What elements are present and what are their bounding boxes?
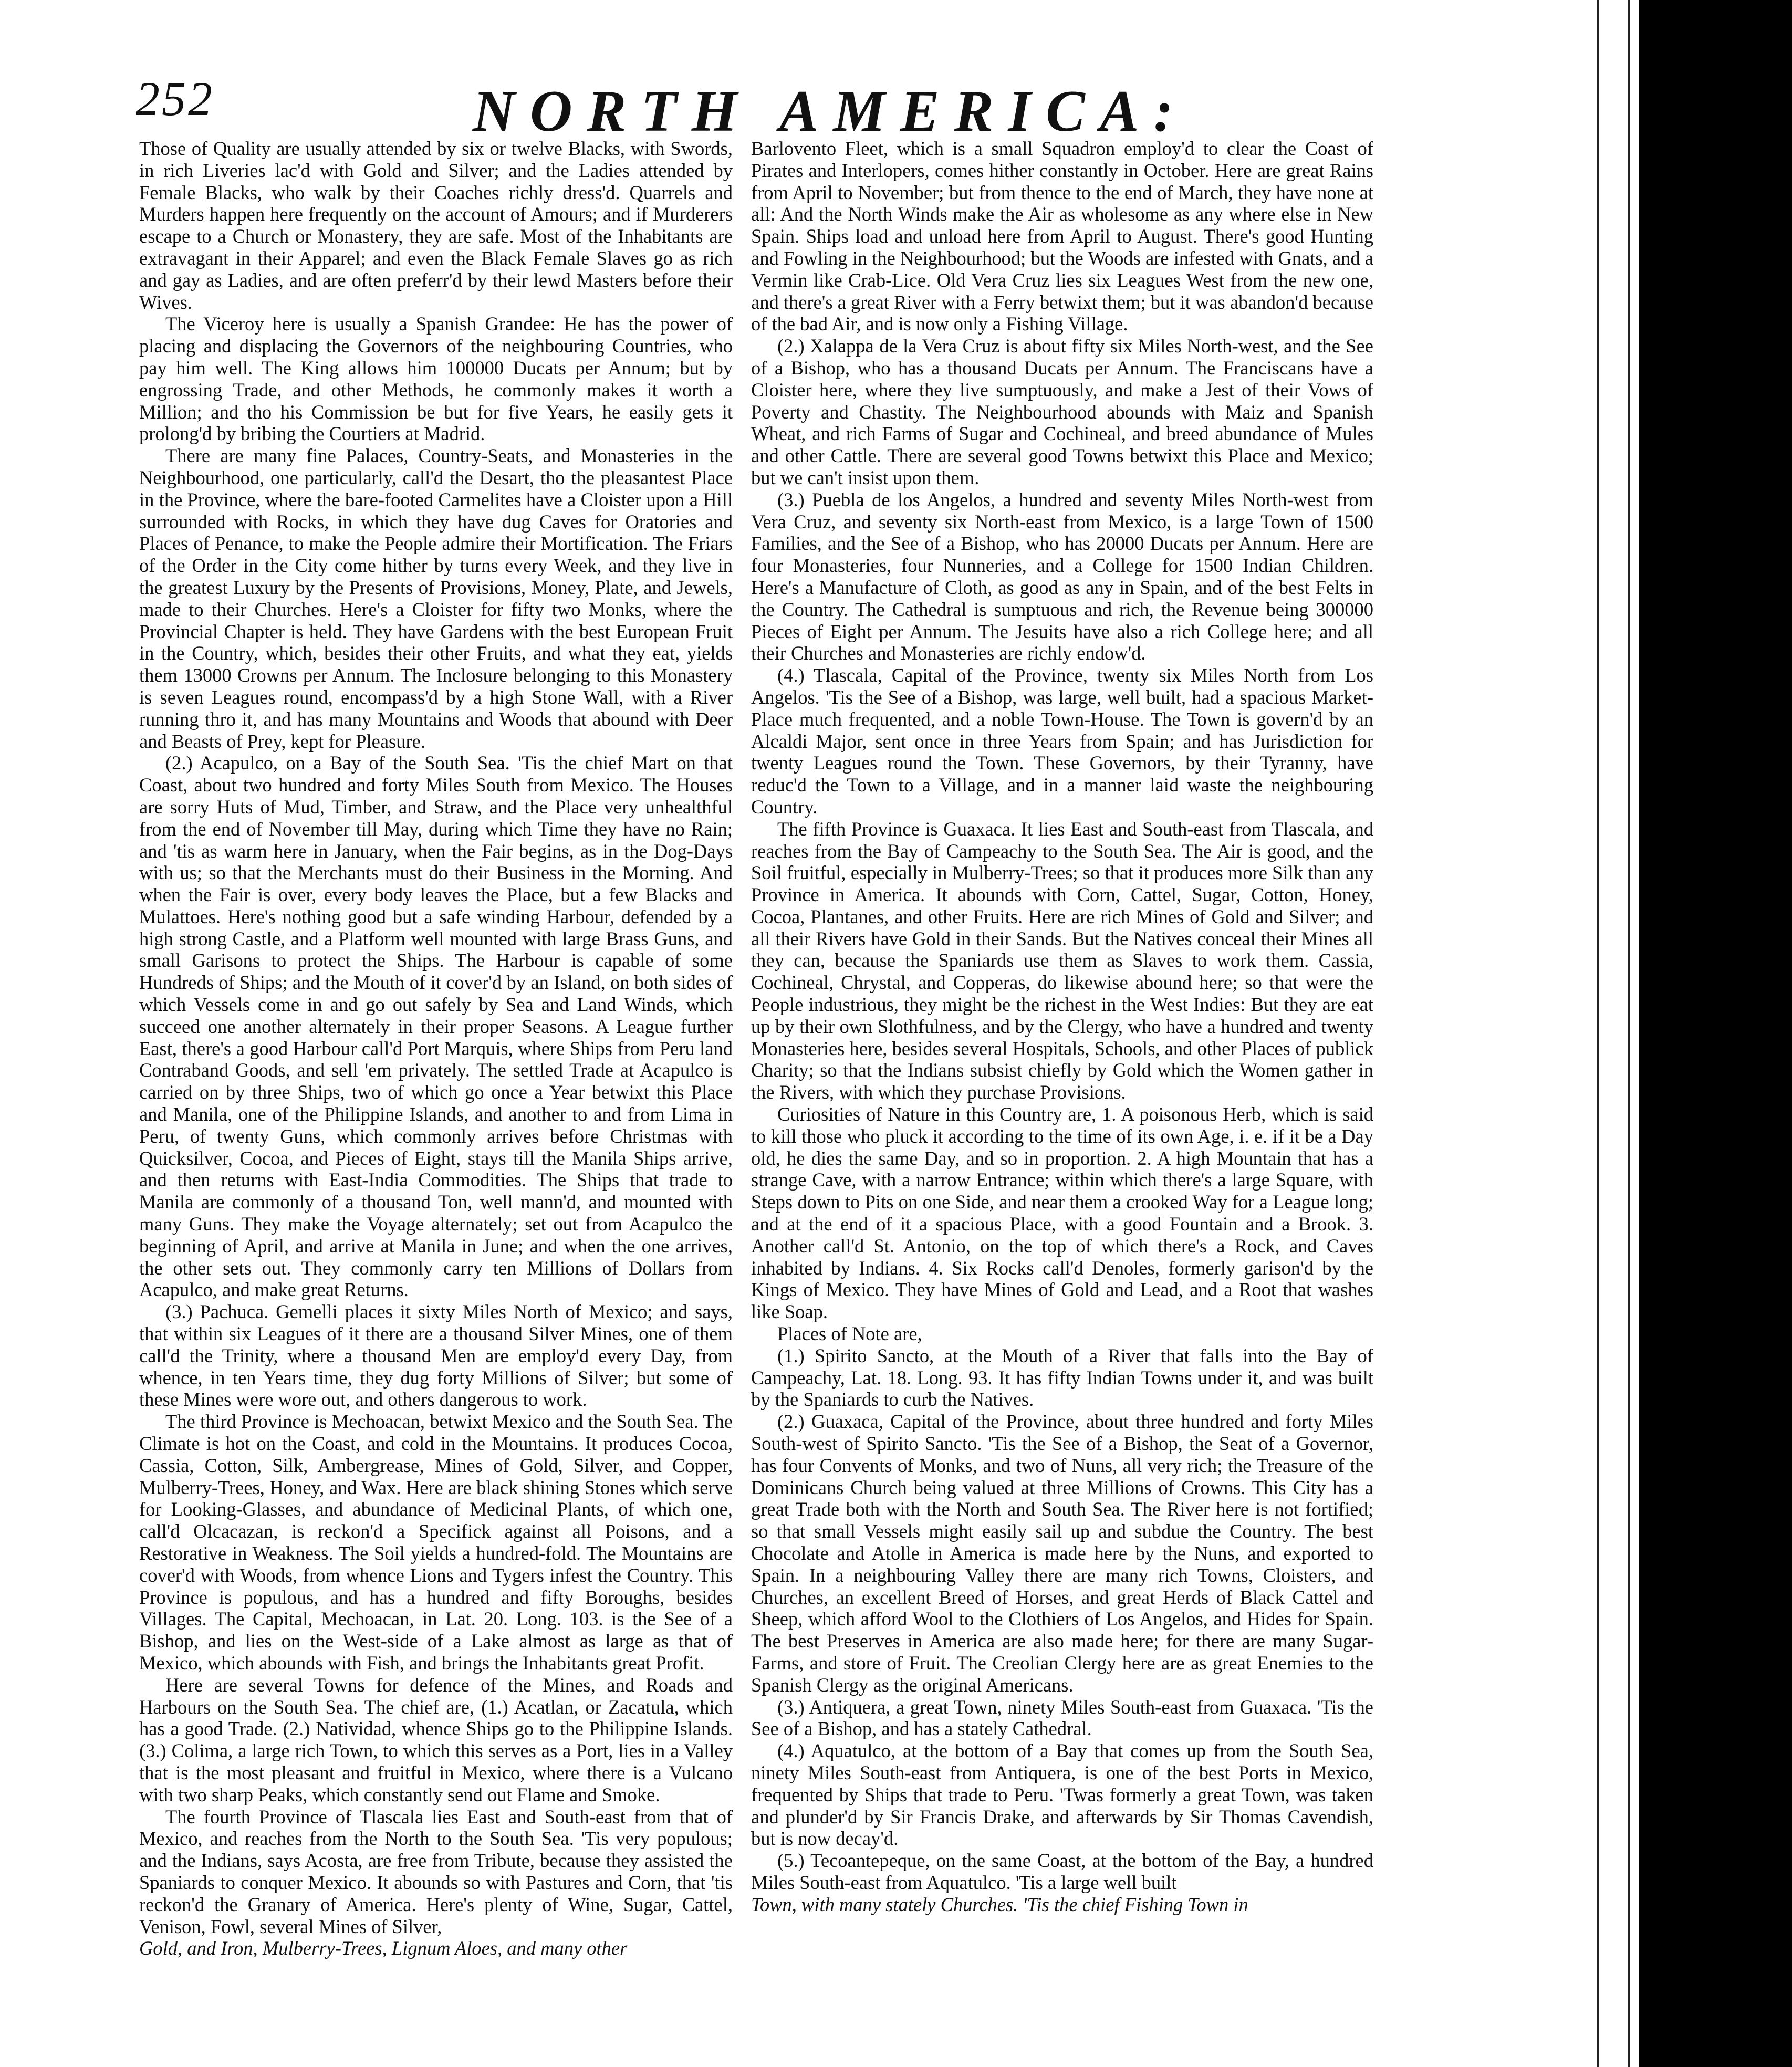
paragraph: (4.) Aquatulco, at the bottom of a Bay that comes up from the South Sea, ninety Miles South-east from Antiquera, is one of the best Ports in Mexico, frequented by Ships that trade to Peru. 'Twas formerly a great Town, was taken and plunder'd by Sir Francis Drake, and afterwards by Sir Thomas Cavendish, but is now decay'd. (751, 1740, 1373, 1850)
paragraph: (2.) Xalappa de la Vera Cruz is about fifty six Miles North-west, and the See of a Bishop, who has a thousand Ducats per Annum. The Franciscans have a Cloister here, where they live sumptuously, and make a Jest of their Vows of Poverty and Chastity. The Neighbourhood abounds with Maiz and Spanish Wheat, and rich Farms of Sugar and Cochineal, and breed abundance of Mules and other Cattle. There are several good Towns betwixt this Place and Mexico; but we can't insist upon them. (751, 335, 1373, 488)
left-text-column (139, 138, 733, 1959)
paragraph: (4.) Tlascala, Capital of the Province, twenty six Miles North from Los Angelos. 'Tis the See of a Bishop, was large, well built, had a spacious Market-Place much frequented, and a noble Town-House. The Town is govern'd by an Alcaldi Major, sent once in three Years from Spain; and has Jurisdiction for twenty Leagues round the Town. These Governors, by their Tyranny, have reduc'd the Town to a Village, and in a manner laid waste the neighbouring Country. (751, 664, 1373, 818)
paragraph: Barlovento Fleet, which is a small Squadron employ'd to clear the Coast of Pirates and Interlopers, comes hither constantly in October. Here are great Rains from April to November; but from thence to the end of March, they have none at all: And the North Winds make the Air as wholesome as any where else in New Spain. Ships load and unload here from April to August. There's good Hunting and Fowling in the Neighbourhood; but the Woods are infested with Gnats, and a Vermin like Crab-Lice. Old Vera Cruz lies six Leagues West from the new one, and there's a great River with a Ferry betwixt them; but it was abandon'd because of the bad Air, and is now only a Fishing Village. (751, 138, 1373, 335)
paragraph: The fourth Province of Tlascala lies East and South-east from that of Mexico, and reaches from the North to the South Sea. 'Tis very populous; and the Indians, says Acosta, are free from Tribute, because they assisted the Spaniards to conquer Mexico. It abounds so with Pastures and Corn, that 'tis reckon'd the Granary of America. Here's plenty of Wine, Sugar, Cattel, Venison, Fowl, several Mines of Silver, (139, 1805, 733, 1937)
paragraph: (3.) Puebla de los Angelos, a hundred and seventy Miles North-west from Vera Cruz, and seventy six North-east from Mexico, is a large Town of 1500 Families, and the See of a Bishop, who has 20000 Ducats per Annum. Here are four Monasteries, four Nunneries, and a College for 1500 Indian Children. Here's a Manufacture of Cloth, as good as any in Spain, and of the best Felts in the Country. The Cathedral is sumptuous and rich, the Revenue being 300000 Pieces of Eight per Annum. The Jesuits have also a rich College here; and all their Churches and Monasteries are richly endow'd. (751, 488, 1373, 664)
page-edge-line (1628, 0, 1630, 2067)
paragraph: (2.) Acapulco, on a Bay of the South Sea. 'Tis the chief Mart on that Coast, about two hundred and forty Miles South from Mexico. The Houses are sorry Huts of Mud, Timber, and Straw, and the Place very unhealthful from the end of November till May, during which Time they have no Rain; and 'tis as warm here in January, when the Fair begins, as in the Dog-Days with us; so that the Merchants must do their Business in the Morning. And when the Fair is over, every body leaves the Place, but a few Blacks and Mulattoes. Here's nothing good but a safe winding Harbour, defended by a high strong Castle, and a Platform well mounted with large Brass Guns, and small Garisons to protect the Ships. The Harbour is capable of some Hundreds of Ships; and the Mouth of it cover'd by an Island, on both sides of which Vessels come in and go out safely by Sea and Land Winds, which succeed one another alternately in their proper Seasons. A League further East, there's a good Harbour call'd Port Marquis, where Ships from Peru land Contraband Goods, and sell 'em privately. The settled Trade at Acapulco is carried on by three Ships, two of which go once a Year betwixt this Place and Manila, one of the Philippine Islands, and another to and from Lima in Peru, of twenty Guns, which commonly arrives before Christmas with Quicksilver, Cocoa, and Pieces of Eight, stays till the Manila Ships arrive, and then returns with East-India Commodities. The Ships that trade to Manila are commonly of a thousand Ton, well mann'd, and mounted with many Guns. They make the Voyage alternately; set out from Acapulco the beginning of April, and arrive at Manila in June; and when the one arrives, the other sets out. They commonly carry ten Millions of Dollars from Acapulco, and make great Returns. (139, 752, 733, 1301)
paragraph: (3.) Pachuca. Gemelli places it sixty Miles North of Mexico; and says, that within six Leagues of it there are a thousand Silver Mines, one of them call'd the Trinity, where a thousand Men are employ'd every Day, from whence, in ten Years time, they dug forty Millions of Silver; but some of these Mines were wore out, and others dangerous to work. (139, 1301, 733, 1411)
paragraph: Places of Note are, (777, 1323, 922, 1345)
paragraph: (1.) Spirito Sancto, at the Mouth of a River that falls into the Bay of Campeachy, Lat. 18. Long. 93. It has fifty Indian Towns under it, and was built by the Spaniards to curb the Natives. (751, 1344, 1373, 1411)
page-number: 252 (136, 72, 214, 126)
paragraph: Curiosities of Nature in this Country are, 1. A poisonous Herb, which is said to kill those who pluck it according to the time of its own Age, i. e. if it be a Day old, he dies the same Day, and so in proportion. 2. A high Mountain that has a strange Cave, with a narrow Entrance; within which there's a large Square, with Steps down to Pits on one Side, and near them a crooked Way for a League long; and at the end of it a spacious Place, with a good Fountain and a Brook. 3. Another call'd St. Antonio, on the top of which there's a Rock, and Caves inhabited by Indians. 4. Six Rocks call'd Denoles, formerly garison'd by the Kings of Mexico. They have Mines of Gold and Lead, and a Root that washes like Soap. (751, 1103, 1373, 1323)
paragraph: (2.) Guaxaca, Capital of the Province, about three hundred and forty Miles South-west of Spirito Sancto. 'Tis the See of a Bishop, the Seat of a Governor, has four Convents of Monks, and two of Nuns, all very rich; the Treasure of the Dominicans Church being valued at three Millions of Crowns. This City has a great Trade both with the North and South Sea. The River here is not fortified; so that small Vessels might easily sail up and subdue the Country. The best Chocolate and Atolle in America is made here by the Nuns, and exported to Spain. In a neighbouring Valley there are many rich Towns, Cloisters, and Churches, an excellent Breed of Horses, and great Herds of Black Cattel and Sheep, which afford Wool to the Clothiers of Los Angelos, and Hides for Spain. The best Preserves in America are also made here; for there are many Sugar-Farms, and store of Fruit. The Creolian Clergy here are as great Enemies to the Spanish Clergy as the original Americans. (751, 1411, 1373, 1696)
paragraph: Those of Quality are usually attended by six or twelve Blacks, with Swords, in rich Liveries lac'd with Gold and Silver; and the Ladies attended by Female Blacks, who walk by their Coaches richly dress'd. Quarrels and Murders happen here frequently on the account of Amours; and if Murderers escape to a Church or Monastery, they are safe. Most of the Inhabitants are extravagant in their Apparel; and even the Black Female Slaves go as rich and gay as Ladies, and are often preferr'd by their lewd Masters before their Wives. (139, 138, 733, 313)
page-edge-line (1597, 0, 1599, 2067)
paragraph: (3.) Antiquera, a great Town, ninety Miles South-east from Guaxaca. 'Tis the See of a Bishop, and has a stately Cathedral. (751, 1696, 1373, 1740)
paragraph: There are many fine Palaces, Country-Seats, and Monasteries in the Neighbourhood, one particularly, call'd the Desart, tho the pleasantest Place in the Province, where the bare-footed Carmelites have a Cloister upon a Hill surrounded with Rocks, in which they have dug Caves for Oratories and Places of Penance, to make the People admire their Mortification. The Friars of the Order in the City come hither by turns every Week, and they live in the greatest Luxury by the Presents of Provisions, Money, Plate, and Jewels, made to their Churches. Here's a Cloister for fifty two Monks, where the Provincial Chapter is held. They have Gardens with the best European Fruit in the Country, which, besides their other Fruits, and what they eat, yields them 13000 Crowns per Annum. The Inclosure belonging to this Monastery is seven Leagues round, encompass'd by a high Stone Wall, with a River running thro it, and has many Mountains and Woods that abound with Deer and Beasts of Prey, kept for Pleasure. (139, 445, 733, 752)
paragraph: (5.) Tecoantepeque, on the same Coast, at the bottom of the Bay, a hundred Miles South-east from Aquatulco. 'Tis a large well built (751, 1850, 1373, 1893)
paragraph: The fifth Province is Guaxaca. It lies East and South-east from Tlascala, and reaches from the Bay of Campeachy to the South Sea. The Air is good, and the Soil fruitful, especially in Mulberry-Trees; so that it produces more Silk than any Province in America. It abounds with Corn, Cattel, Sugar, Cotton, Honey, Cocoa, Plantanes, and other Fruits. Here are rich Mines of Gold and Silver; and all their Rivers have Gold in their Sands. But the Natives conceal their Mines all they can, because the Spaniards use them as Slaves to work them. Cassia, Cochineal, Chrystal, and Copperas, do likewise abound here; so that were the People industrious, they might be the richest in the West Indies: But they are eat up by their own Slothfulness, and by the Clergy, who have a hundred and twenty Monasteries here, besides several Hospitals, Schools, and other Places of publick Charity; so that the Indians subsist chiefly by Gold which the Women gather in the Rivers, with which they purchase Provisions. (751, 818, 1373, 1103)
scan-border (1639, 0, 1792, 2067)
paragraph: The third Province is Mechoacan, betwixt Mexico and the South Sea. The Climate is hot on the Coast, and cold in the Mountains. It produces Cocoa, Cassia, Cotton, Silk, Ambergrease, Mines of Gold, Silver, and Copper, Mulberry-Trees, Honey, and Wax. Here are black shining Stones which serve for Looking-Glasses, and abundance of Medicinal Plants, of which one, call'd Olcacazan, is reckon'd a Specifick against all Poisons, and a Restorative in Weakness. The Soil yields a hundred-fold. The Mountains are cover'd with Woods, from whence Lions and Tygers infest the Country. This Province is populous, and has a hundred and fifty Boroughs, besides Villages. The Capital, Mechoacan, in Lat. 20. Long. 103. is the See of a Bishop, and lies on the West-side of a Lake almost as large as that of Mexico, which abounds with Fish, and brings the Inhabitants great Profit. (139, 1411, 733, 1674)
right-text-column (751, 138, 1373, 1916)
cut-off-line: Town, with many stately Churches. 'Tis the chief Fishing Town in (751, 1893, 1248, 1915)
paragraph: The Viceroy here is usually a Spanish Grandee: He has the power of placing and displacing the Governors of the neighbouring Countries, who pay him well. The King allows him 100000 Ducats per Annum; but by engrossing Trade, and other Methods, he commonly makes it worth a Million; and tho his Commission be but for five Years, he easily gets it prolong'd by bribing the Courtiers at Madrid. (139, 313, 733, 445)
cut-off-line: Gold, and Iron, Mulberry-Trees, Lignum Aloes, and many other (139, 1937, 628, 1959)
running-title: NORTH AMERICA: (473, 79, 1188, 144)
paragraph: Here are several Towns for defence of the Mines, and Roads and Harbours on the South Sea. The chief are, (1.) Acatlan, or Zacatula, which has a good Trade. (2.) Natividad, whence Ships go to the Philippine Islands. (3.) Colima, a large rich Town, to which this serves as a Port, lies in a Valley that is the most pleasant and fruitful in Mexico, where there is a Vulcano with two sharp Peaks, which constantly send out Flame and Smoke. (139, 1674, 733, 1805)
